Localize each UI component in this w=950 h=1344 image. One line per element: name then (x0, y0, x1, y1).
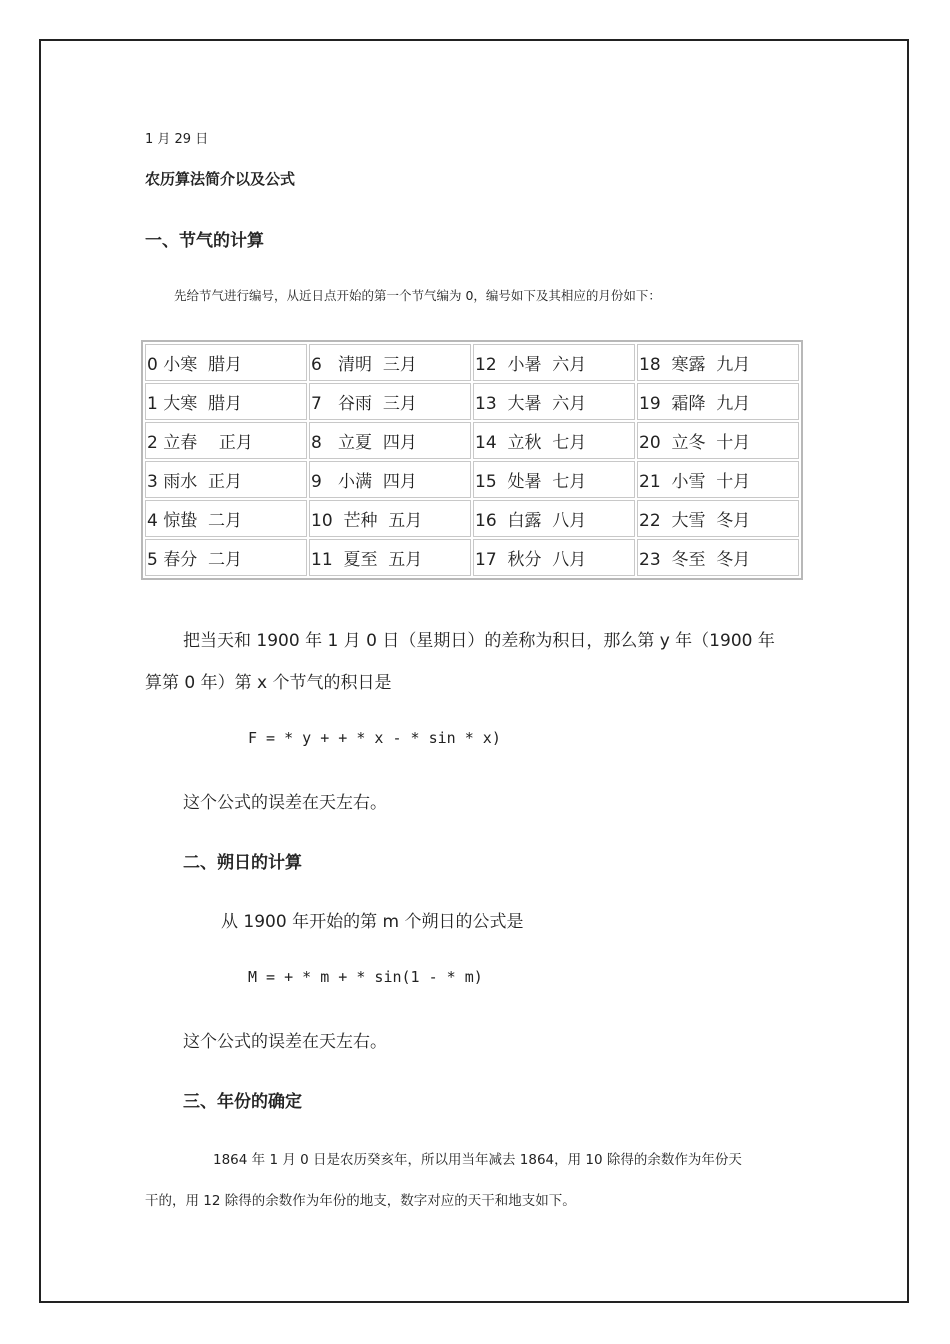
section3-line2: 干的，用 12 除得的余数作为年份的地支，数字对应的天干和地支如下。 (145, 1193, 576, 1209)
table-cell: 18 寒露 九月 (637, 344, 799, 381)
table-cell: 23 冬至 冬月 (637, 539, 799, 576)
table-cell: 12 小暑 六月 (473, 344, 635, 381)
solar-terms-table (141, 340, 803, 580)
section3-heading: 三、年份的确定 (183, 1092, 302, 1112)
document-title: 农历算法简介以及公式 (145, 170, 296, 188)
table-cell: 9 小满 四月 (309, 461, 471, 498)
table-cell: 5 春分 二月 (145, 539, 307, 576)
table-cell: 10 芒种 五月 (309, 500, 471, 537)
section1-paragraph-line1: 把当天和 1900 年 1 月 0 日（星期日）的差称为积日，那么第 y 年（1900 年 (183, 631, 775, 651)
section1-error-note: 这个公式的误差在天左右。 (183, 793, 387, 813)
table-row (145, 539, 799, 576)
table-cell: 0 小寒 腊月 (145, 344, 307, 381)
new-moon-formula: M = + * m + * sin(1 - * m) (248, 968, 483, 986)
table-row (145, 422, 799, 459)
table-cell: 3 雨水 正月 (145, 461, 307, 498)
table-row (145, 500, 799, 537)
table-cell: 17 秋分 八月 (473, 539, 635, 576)
section2-error-note: 这个公式的误差在天左右。 (183, 1032, 387, 1052)
table-cell: 15 处暑 七月 (473, 461, 635, 498)
section1-intro: 先给节气进行编号，从近日点开始的第一个节气编为 0，编号如下及其相应的月份如下： (174, 288, 661, 303)
table-cell: 1 大寒 腊月 (145, 383, 307, 420)
table-cell: 16 白露 八月 (473, 500, 635, 537)
section3-line1: 1864 年 1 月 0 日是农历癸亥年，所以用当年减去 1864，用 10 除得的余数作为年份天 (213, 1152, 742, 1168)
section2-heading: 二、朔日的计算 (183, 853, 302, 873)
section1-paragraph-line2: 算第 0 年）第 x 个节气的积日是 (145, 673, 392, 693)
table-cell: 2 立春 正月 (145, 422, 307, 459)
table-cell: 7 谷雨 三月 (309, 383, 471, 420)
section2-intro: 从 1900 年开始的第 m 个朔日的公式是 (221, 912, 524, 932)
date-label: 1 月 29 日 (145, 132, 209, 147)
table-cell: 22 大雪 冬月 (637, 500, 799, 537)
table-row (145, 344, 799, 381)
table-cell: 8 立夏 四月 (309, 422, 471, 459)
table-cell: 4 惊蛰 二月 (145, 500, 307, 537)
table-cell: 20 立冬 十月 (637, 422, 799, 459)
section1-heading: 一、节气的计算 (145, 231, 264, 251)
solar-term-formula: F = * y + + * x - * sin * x) (248, 729, 501, 747)
table-row (145, 461, 799, 498)
table-cell: 13 大暑 六月 (473, 383, 635, 420)
table-cell: 21 小雪 十月 (637, 461, 799, 498)
table-cell: 6 清明 三月 (309, 344, 471, 381)
table-cell: 14 立秋 七月 (473, 422, 635, 459)
table-cell: 11 夏至 五月 (309, 539, 471, 576)
table-row (145, 383, 799, 420)
table-cell: 19 霜降 九月 (637, 383, 799, 420)
